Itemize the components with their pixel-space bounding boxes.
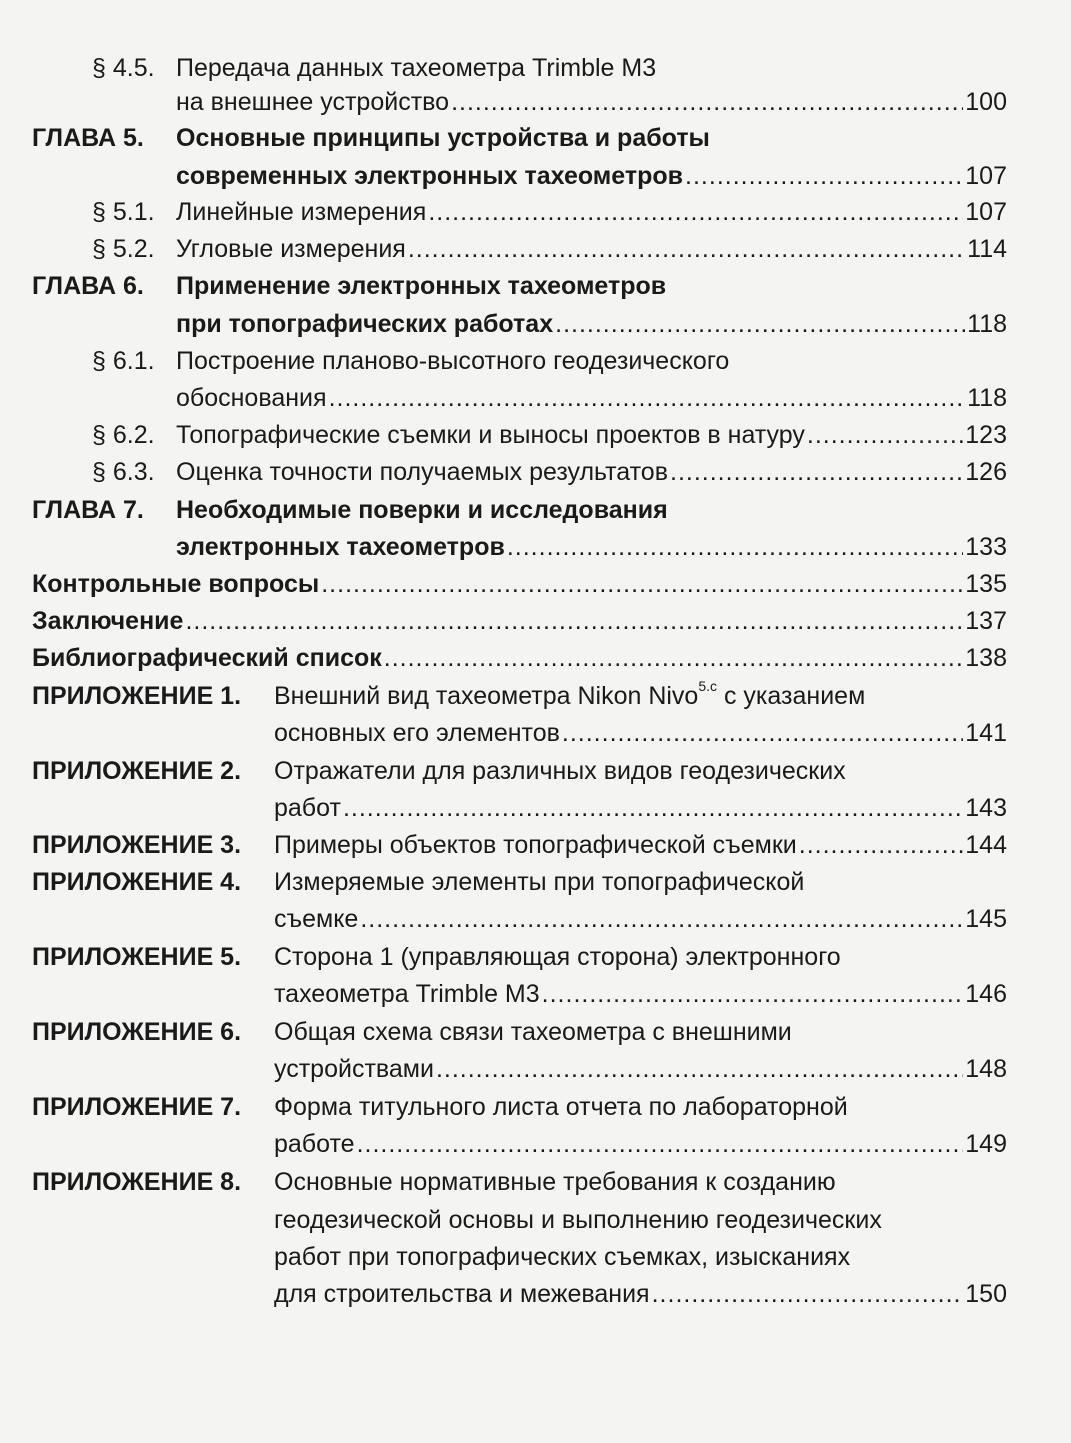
- toc-page-number: 146: [965, 980, 1007, 1008]
- toc-leader-dots: [357, 1128, 964, 1160]
- toc-entry-number: ПРИЛОЖЕНИЕ 5.: [32, 943, 242, 971]
- toc-entry-title: Оценка точности получаемых результатов: [176, 458, 668, 486]
- toc-entry-title: Примеры объектов топографической съемки: [274, 831, 797, 859]
- toc-entry-title: современных электронных тахеометров: [176, 162, 684, 190]
- toc-entry-line: [176, 531, 1007, 563]
- toc-entry-title: устройствами: [274, 1055, 434, 1083]
- toc-page-number: 114: [967, 235, 1007, 263]
- toc-entry-line: [176, 86, 1007, 118]
- toc-page-number: 138: [965, 644, 1007, 672]
- toc-entry-label: [32, 866, 1007, 898]
- toc-leader-dots: [562, 717, 963, 749]
- toc-page-number: 118: [967, 310, 1007, 338]
- toc-entry-title: геодезической основы и выполнению геодезических: [274, 1206, 882, 1234]
- toc-entry-number: ПРИЛОЖЕНИЕ 3.: [32, 831, 242, 859]
- toc-page-number: 118: [967, 384, 1007, 412]
- toc-leader-dots: [670, 456, 963, 488]
- toc-page-number: 143: [965, 794, 1007, 822]
- toc-entry-number: ПРИЛОЖЕНИЕ 8.: [32, 1168, 242, 1196]
- toc-entry-title: работе: [274, 1130, 355, 1158]
- toc-entry-title: Сторона 1 (управляющая сторона) электронного: [274, 943, 841, 971]
- toc-page-number: 150: [965, 1280, 1007, 1308]
- toc-entry-title: основных его элементов: [274, 719, 560, 747]
- toc-page-number: 149: [965, 1130, 1007, 1158]
- toc-entry-title: Применение электронных тахеометров: [176, 272, 667, 300]
- toc-entry-line: [274, 1053, 1007, 1085]
- toc-entry-title: Топографические съемки и выносы проектов в натуру: [176, 421, 805, 449]
- toc-leader-dots: [451, 86, 963, 118]
- toc-entry-number: § 6.1.: [92, 347, 155, 375]
- toc-entry-number: § 5.2.: [92, 235, 155, 263]
- toc-entry-title: работ: [274, 794, 341, 822]
- toc-entry-label: [32, 755, 1007, 787]
- toc-entry-title: Библиографический список: [32, 644, 382, 672]
- toc-entry-title: Передача данных тахеометра Trimble M3: [176, 54, 657, 82]
- toc-entry-number: ПРИЛОЖЕНИЕ 1.: [32, 682, 242, 710]
- toc-entry-line: [92, 419, 1007, 451]
- toc-leader-dots: [428, 196, 963, 228]
- toc-page-number: 126: [965, 458, 1007, 486]
- toc-entry-title-line: [274, 1241, 1007, 1273]
- toc-leader-dots: [360, 903, 963, 935]
- toc-entry-number: ПРИЛОЖЕНИЕ 4.: [32, 868, 242, 896]
- toc-entry-line: [32, 829, 1007, 861]
- toc-entry-label: [32, 1016, 1007, 1048]
- superscript: 5.c: [698, 677, 718, 694]
- toc-leader-dots: [436, 1053, 963, 1085]
- toc-entry-title: Построение планово-высотного геодезического: [176, 347, 730, 375]
- toc-entry-line: [32, 605, 1007, 637]
- toc-entry-title: Отражатели для различных видов геодезических: [274, 757, 846, 785]
- toc-leader-dots: [555, 308, 965, 340]
- toc-entry-title: Измеряемые элементы при топографической: [274, 868, 805, 896]
- toc-entry-title: Контрольные вопросы: [32, 570, 320, 598]
- toc-entry-title: обоснования: [176, 384, 327, 412]
- toc-leader-dots: [542, 978, 964, 1010]
- toc-leader-dots: [799, 829, 964, 861]
- toc-entry-title: [274, 677, 866, 712]
- toc-entry-number: ПРИЛОЖЕНИЕ 2.: [32, 757, 242, 785]
- toc-entry-title: Основные нормативные требования к созданию: [274, 1168, 836, 1196]
- toc-entry-title: съемке: [274, 905, 359, 933]
- toc-page-number: 141: [965, 719, 1007, 747]
- toc-entry-title: Угловые измерения: [176, 235, 406, 263]
- toc-entry-label: [32, 122, 1007, 154]
- toc-entry-line: [176, 382, 1007, 414]
- toc-entry-title: Форма титульного листа отчета по лабораторной: [274, 1093, 848, 1121]
- toc-entry-line: [274, 1128, 1007, 1160]
- toc-entry-label: [32, 494, 1007, 526]
- toc-leader-dots: [408, 233, 965, 265]
- toc-entry-line: [176, 308, 1007, 340]
- toc-page-number: 148: [965, 1055, 1007, 1083]
- toc-entry-number: § 6.3.: [92, 458, 155, 486]
- toc-entry-number: ГЛАВА 6.: [32, 272, 144, 300]
- toc-leader-dots: [685, 160, 963, 192]
- toc-leader-dots: [507, 531, 963, 563]
- toc-leader-dots: [321, 568, 963, 600]
- toc-entry-label: [32, 941, 1007, 973]
- toc-entry-number: § 4.5.: [92, 54, 155, 82]
- toc-leader-dots: [652, 1278, 964, 1310]
- toc-entry-line: [274, 978, 1007, 1010]
- toc-entry-label: [32, 270, 1007, 302]
- toc-leader-dots: [807, 419, 963, 451]
- toc-leader-dots: [384, 642, 964, 674]
- toc-entry-title: Основные принципы устройства и работы: [176, 124, 710, 152]
- toc-entry-line: [176, 160, 1007, 192]
- toc-entry-number: § 6.2.: [92, 421, 155, 449]
- toc-entry-line: [274, 717, 1007, 749]
- toc-entry-title-line: [274, 1204, 1007, 1236]
- toc-entry-title: Заключение: [32, 607, 184, 635]
- toc-page-number: 133: [965, 533, 1007, 561]
- toc-entry-label: [32, 1091, 1007, 1123]
- toc-entry-title: Необходимые поверки и исследования: [176, 496, 668, 524]
- toc-entry-number: § 5.1.: [92, 198, 155, 226]
- toc-entry-title: Линейные измерения: [176, 198, 427, 226]
- toc-entry-label: [92, 52, 1007, 84]
- toc-entry-label: [92, 345, 1007, 377]
- toc-page-number: 107: [965, 198, 1007, 226]
- toc-entry-line: [274, 792, 1007, 824]
- toc-entry-title-part: Внешний вид тахеометра Nikon Nivo: [274, 682, 699, 710]
- toc-entry-title: электронных тахеометров: [176, 533, 505, 561]
- toc-entry-title: тахеометра Trimble M3: [274, 980, 540, 1008]
- toc-entry-line: [32, 568, 1007, 600]
- toc-leader-dots: [329, 382, 966, 414]
- toc-page-number: 135: [965, 570, 1007, 598]
- toc-entry-title: для строительства и межевания: [274, 1280, 650, 1308]
- toc-entry-line: [92, 196, 1007, 228]
- toc-page-number: 107: [965, 162, 1007, 190]
- toc-entry-title: на внешнее устройство: [176, 88, 450, 116]
- toc-entry-label: [32, 677, 1007, 712]
- toc-entry-title: Общая схема связи тахеометра с внешними: [274, 1018, 792, 1046]
- toc-entry-line: [92, 233, 1007, 265]
- toc-entry-number: ПРИЛОЖЕНИЕ 7.: [32, 1093, 242, 1121]
- toc-page-number: 137: [965, 607, 1007, 635]
- toc-leader-dots: [343, 792, 963, 824]
- toc-page-number: 145: [965, 905, 1007, 933]
- toc-entry-line: [274, 1278, 1007, 1310]
- toc-entry-line: [274, 903, 1007, 935]
- toc-entry-title: при топографических работах: [176, 310, 554, 338]
- toc-entry-number: ГЛАВА 7.: [32, 496, 144, 524]
- toc-page-number: 144: [965, 831, 1007, 859]
- toc-entry-number: ПРИЛОЖЕНИЕ 6.: [32, 1018, 242, 1046]
- toc-page-number: 123: [965, 421, 1007, 449]
- toc-entry-line: [32, 642, 1007, 674]
- toc-leader-dots: [185, 605, 963, 637]
- toc-entry-number: ГЛАВА 5.: [32, 124, 144, 152]
- toc-page-number: 100: [965, 88, 1007, 116]
- toc-entry-title-part: с указанием: [717, 682, 866, 710]
- toc-entry-title: работ при топографических съемках, изысканиях: [274, 1243, 851, 1271]
- toc-entry-line: [92, 456, 1007, 488]
- toc-entry-label: [32, 1166, 1007, 1198]
